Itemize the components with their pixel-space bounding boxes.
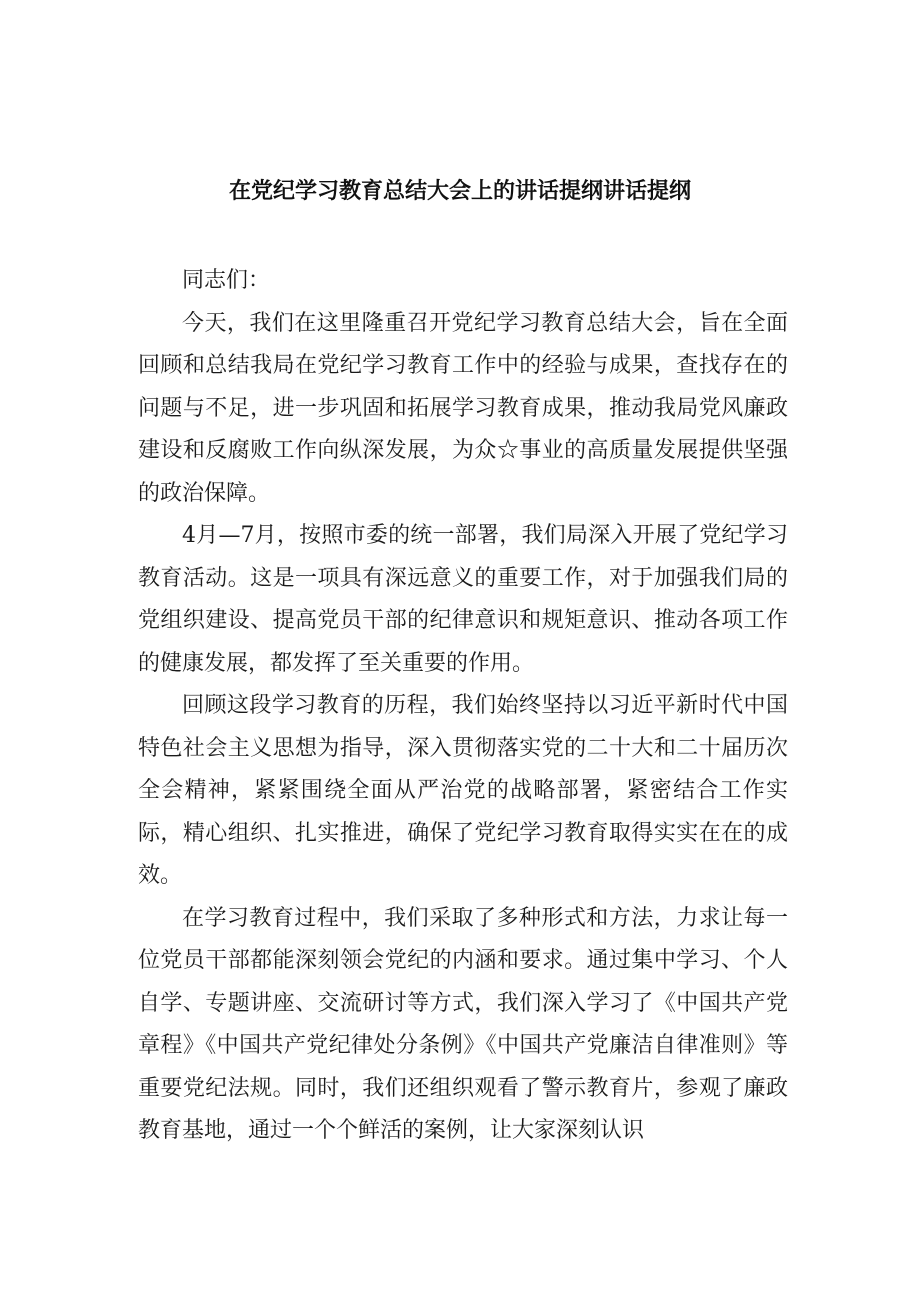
paragraph-1: 今天，我们在这里隆重召开党纪学习教育总结大会，旨在全面回顾和总结我局在党纪学习教育工作中的经验与成果，查找存在的问题与不足，进一步巩固和拓展学习教育成果，推动我局党风廉政建设和反腐败工作向纵深发展，为众☆事业的高质量发展提供坚强的政治保障。 (138, 310, 788, 506)
salutation: 同志们： (182, 268, 271, 293)
paragraph-4: 在学习教育过程中，我们采取了多种形式和方法，力求让每一位党员干部都能深刻领会党纪的内涵和要求。通过集中学习、个人自学、专题讲座、交流研讨等方式，我们深入学习了《中国共产党章程》《中国共产党纪律处分条例》《中国共产党廉洁自律准则》等重要党纪法规。同时，我们还组织观看了警示教育片，参观了廉政教育基地，通过一个个鲜活的案例，让大家深刻认识 (138, 905, 788, 1143)
paragraph-2: 4月—7月，按照市委的统一部署，我们局深入开展了党纪学习教育活动。这是一项具有深远意义的重要工作，对于加强我们局的党组织建设、提高党员干部的纪律意识和规矩意识、推动各项工作的健康发展，都发挥了至关重要的作用。 (138, 523, 788, 676)
paragraph-3: 回顾这段学习教育的历程，我们始终坚持以习近平新时代中国特色社会主义思想为指导，深入贯彻落实党的二十大和二十届历次全会精神，紧紧围绕全面从严治党的战略部署，紧密结合工作实际，精心组织、扎实推进，确保了党纪学习教育取得实实在在的成效。 (138, 693, 788, 888)
document-body (138, 260, 788, 1153)
document-title: 在党纪学习教育总结大会上的讲话提纲讲话提纲 (228, 179, 691, 204)
